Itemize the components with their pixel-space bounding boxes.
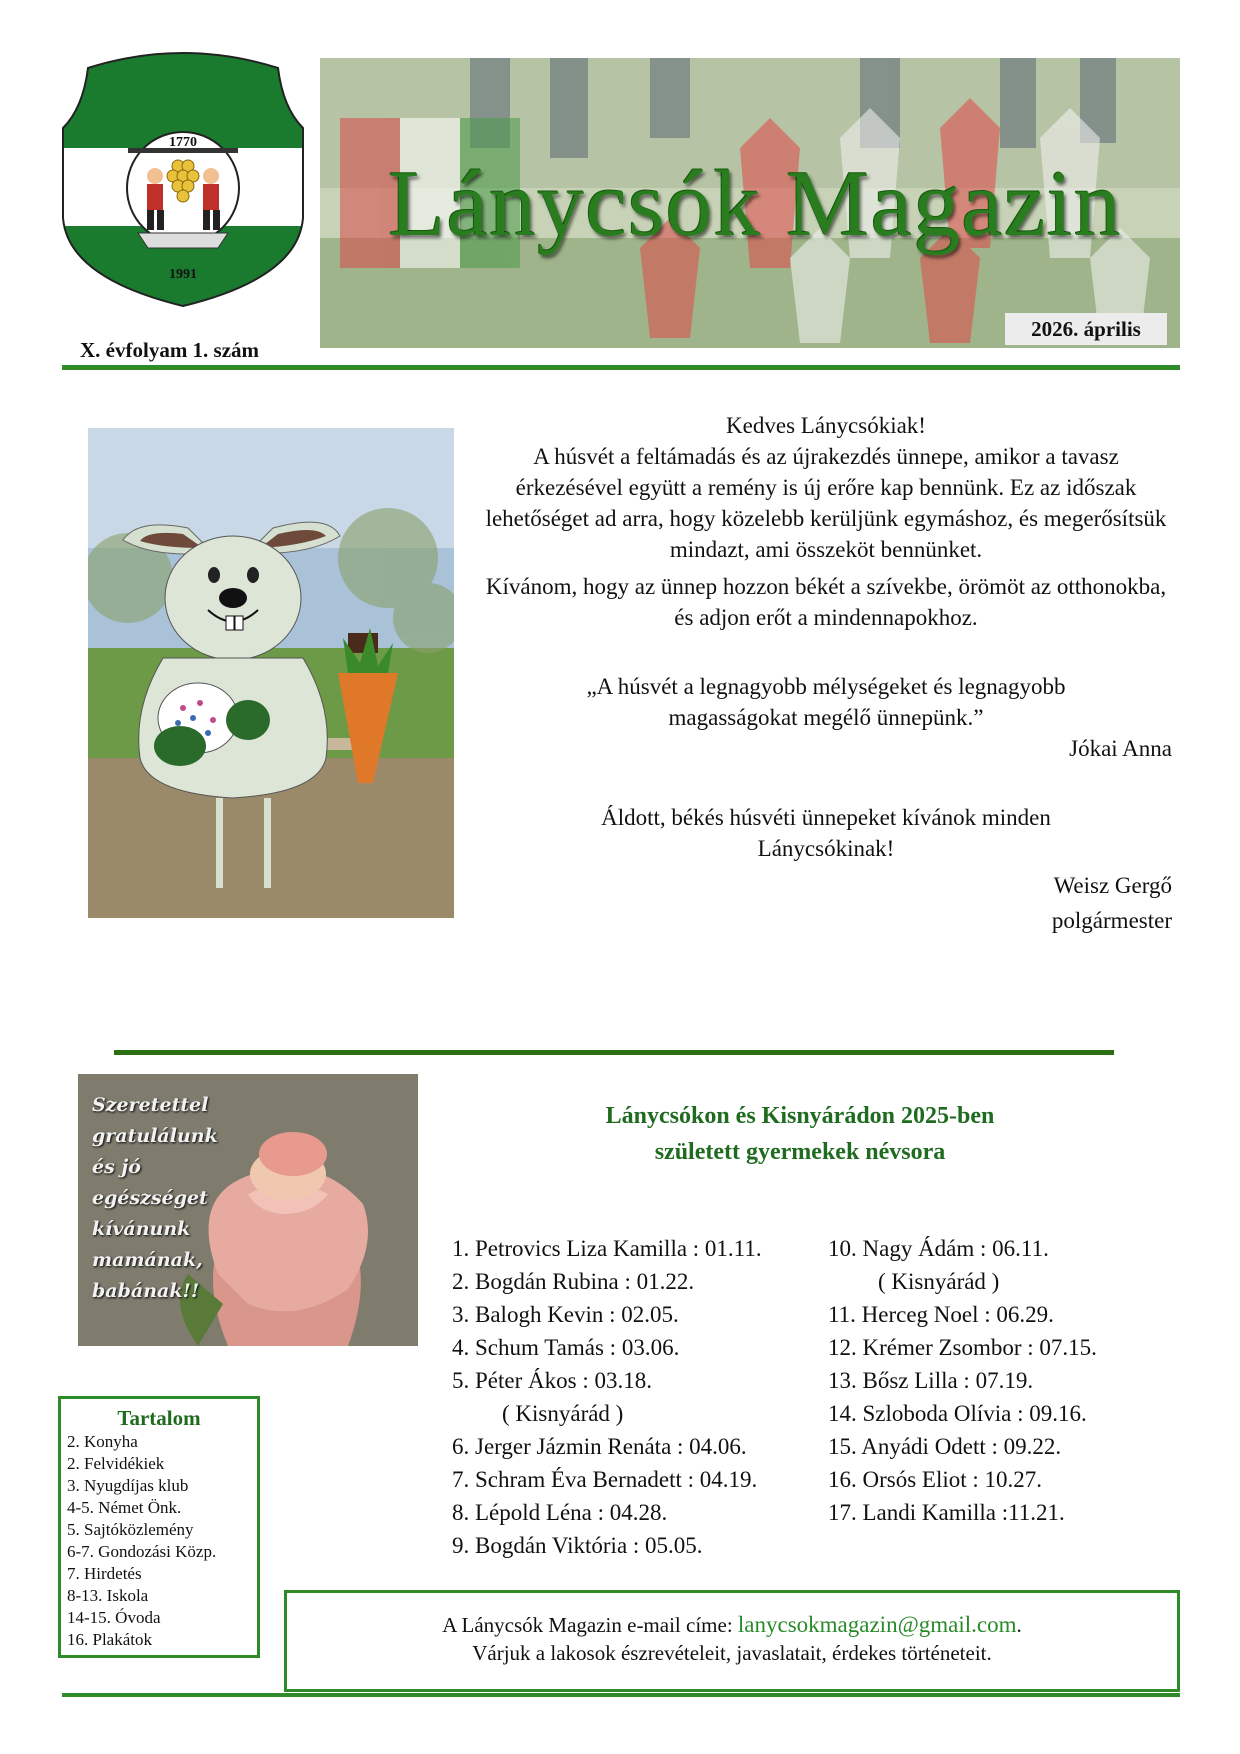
greeting-paragraph-1: A húsvét a feltámadás és az újrakezdés ünnepe, amikor a tavasz érkezésével együtt a remény is új erőre kap bennünk. Ez az időszak lehetőséget ad arra, hogy közelebb kerüljünk egymáshoz, és megerősítsük mindazt, ami összeköt bennünket. xyxy=(485,444,1167,562)
mayor-greeting xyxy=(480,410,1172,936)
birth-entry: 9. Bogdán Viktória : 05.05. xyxy=(452,1533,703,1558)
births-title xyxy=(500,1098,1100,1170)
greeting-wish: Áldott, békés húsvéti ünnepeket kívánok minden Lánycsókinak! xyxy=(601,805,1051,861)
birth-entry: 8. Lépold Léna : 04.28. xyxy=(452,1500,668,1525)
card-line: Szeretettel xyxy=(92,1094,209,1116)
footer-divider xyxy=(62,1693,1180,1697)
births-title-line-1: Lánycsókon és Kisnyárádon 2025-ben xyxy=(605,1103,995,1129)
birth-entry: 11. Herceg Noel : 06.29. xyxy=(828,1302,1054,1327)
toc-item: 6-7. Gondozási Közp. xyxy=(67,1542,217,1561)
greeting-quote: „A húsvét a legnagyobb mélységeket és legnagyobb magasságokat megélő ünnepünk.” xyxy=(586,674,1066,730)
birth-entry: 13. Bősz Lilla : 07.19. xyxy=(828,1368,1034,1393)
birth-entry: 4. Schum Tamás : 03.06. xyxy=(452,1335,680,1360)
birth-entry: 6. Jerger Jázmin Renáta : 04.06. xyxy=(452,1434,747,1459)
toc-item: 7. Hirdetés xyxy=(67,1564,142,1583)
card-line: gratulálunk xyxy=(92,1125,218,1147)
contact-prefix: A Lánycsók Magazin e-mail címe: xyxy=(442,1613,738,1637)
toc-item: 2. Konyha xyxy=(67,1432,138,1451)
births-list-right xyxy=(828,1232,1097,1529)
card-line: mamának, xyxy=(92,1249,203,1271)
birth-entry: 3. Balogh Kevin : 02.05. xyxy=(452,1302,679,1327)
birth-entry: 1. Petrovics Liza Kamilla : 01.11. xyxy=(452,1236,762,1261)
contact-suffix: . xyxy=(1016,1613,1022,1637)
toc-item: 5. Sajtóközlemény xyxy=(67,1520,194,1539)
birth-entry: 5. Péter Ákos : 03.18. xyxy=(452,1368,652,1393)
birth-entry: 14. Szloboda Olívia : 09.16. xyxy=(828,1401,1087,1426)
toc-item: 16. Plakátok xyxy=(67,1630,152,1649)
card-line: és jó xyxy=(92,1156,141,1178)
birth-entry: 7. Schram Éva Bernadett : 04.19. xyxy=(452,1467,758,1492)
birth-entry: 2. Bogdán Rubina : 01.22. xyxy=(452,1269,695,1294)
toc-item: 8-13. Iskola xyxy=(67,1586,149,1605)
magazine-title: Lánycsók Magazin xyxy=(388,152,1122,256)
congratulation-text xyxy=(92,1090,218,1307)
birth-entry: 16. Orsós Eliot : 10.27. xyxy=(828,1467,1043,1492)
issue-label: X. évfolyam 1. szám xyxy=(80,338,260,362)
birth-entry: 17. Landi Kamilla :11.21. xyxy=(828,1500,1065,1525)
greeting-salutation: Kedves Lánycsókiak! xyxy=(726,413,926,438)
toc-item: 14-15. Óvoda xyxy=(67,1608,161,1627)
signature-name: Weisz Gergő xyxy=(1053,873,1172,898)
signature-title: polgármester xyxy=(1051,908,1172,933)
crest-year-bottom: 1991 xyxy=(169,267,197,282)
card-line: babának!! xyxy=(92,1280,200,1302)
table-of-contents xyxy=(58,1396,260,1658)
quote-author: Jókai Anna xyxy=(1069,736,1172,761)
toc-item: 2. Felvidékiek xyxy=(67,1454,165,1473)
easter-bunny-photo xyxy=(88,428,454,918)
issue-date: 2026. április xyxy=(1005,313,1167,345)
congratulation-card xyxy=(78,1074,418,1346)
card-line: kívánunk xyxy=(92,1218,191,1240)
village-crest xyxy=(58,48,308,310)
contact-box xyxy=(284,1590,1180,1692)
birth-entry: 15. Anyádi Odett : 09.22. xyxy=(828,1434,1062,1459)
section-divider xyxy=(114,1050,1114,1055)
card-line: egészséget xyxy=(92,1187,208,1209)
greeting-paragraph-2: Kívánom, hogy az ünnep hozzon békét a szívekbe, örömöt az otthonokba, és adjon erőt a mindennapokhoz. xyxy=(485,574,1167,630)
toc-item: 3. Nyugdíjas klub xyxy=(67,1476,189,1495)
birth-entry-note: ( Kisnyárád ) xyxy=(878,1269,1000,1294)
header-divider xyxy=(62,365,1180,370)
births-title-line-2: született gyermekek névsora xyxy=(654,1139,946,1165)
toc-item: 4-5. Német Önk. xyxy=(67,1498,182,1517)
births-list-left xyxy=(452,1232,762,1562)
toc-title: Tartalom xyxy=(117,1406,201,1430)
email-link[interactable]: lanycsokmagazin@gmail.com xyxy=(737,1612,1017,1637)
birth-entry: 10. Nagy Ádám : 06.11. xyxy=(828,1236,1049,1261)
birth-entry-note: ( Kisnyárád ) xyxy=(502,1401,624,1426)
birth-entry: 12. Krémer Zsombor : 07.15. xyxy=(828,1335,1097,1360)
contact-line-2: Várjuk a lakosok észrevételeit, javaslatait, érdekes történeteit. xyxy=(472,1641,992,1665)
crest-year-top: 1770 xyxy=(169,135,197,150)
